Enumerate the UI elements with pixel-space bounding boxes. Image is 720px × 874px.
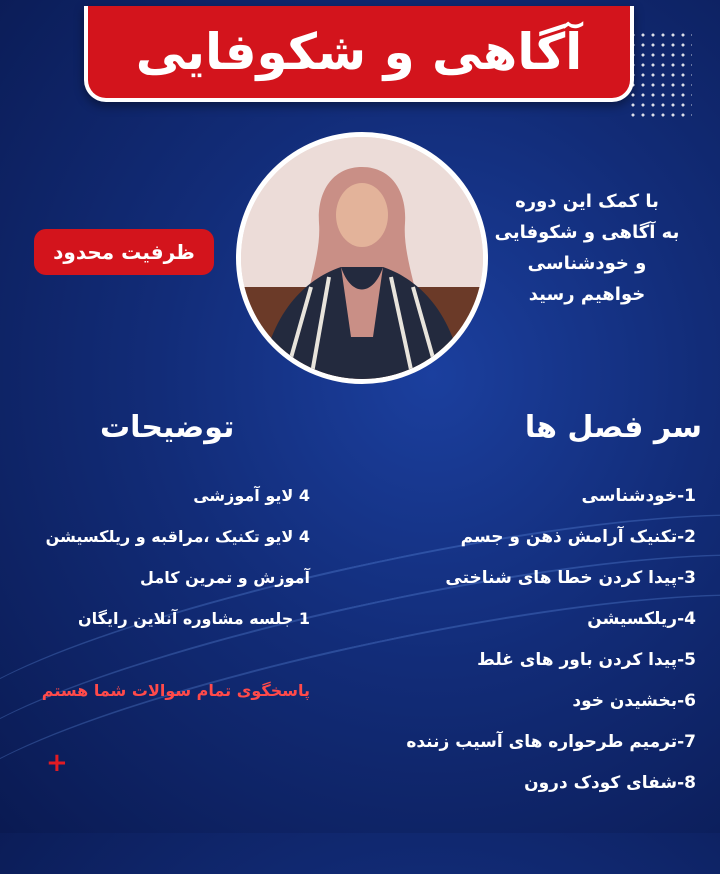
badge-label: ظرفیت محدود bbox=[53, 240, 195, 264]
list-item: 7-ترمیم طرحواره های آسیب زننده bbox=[406, 732, 696, 752]
intro-line: خواهیم رسید bbox=[528, 284, 646, 305]
description-heading: توضیحات bbox=[100, 410, 235, 445]
list-item: 4 لایو تکنیک ،مراقبه و ریلکسیشن bbox=[45, 527, 310, 546]
chapters-heading: سر فصل ها bbox=[524, 410, 702, 445]
list-item: آموزش و تمرین کامل bbox=[140, 568, 310, 587]
page-title: آگاهی و شکوفایی bbox=[135, 23, 583, 81]
list-item: 2-تکنیک آرامش ذهن و جسم bbox=[460, 527, 696, 547]
list-item: 3-پیدا کردن خطا های شناختی bbox=[445, 568, 696, 588]
dot-grid-decoration bbox=[628, 30, 692, 120]
chapters-list bbox=[386, 484, 696, 812]
list-item: 4 لایو آموزشی bbox=[193, 486, 310, 505]
list-item: 1-خودشناسی bbox=[581, 486, 696, 506]
plus-icon: + bbox=[46, 748, 68, 778]
title-banner bbox=[84, 6, 634, 102]
list-item: 8-شفای کودک درون bbox=[524, 773, 696, 793]
answer-note: پاسخگوی تمام سوالات شما هستم bbox=[41, 681, 310, 700]
intro-line: و خودشناسی bbox=[527, 253, 647, 274]
portrait-illustration bbox=[241, 137, 483, 379]
list-item: 1 جلسه مشاوره آنلاین رایگان bbox=[78, 609, 310, 628]
limited-capacity-badge bbox=[34, 229, 214, 275]
description-list bbox=[10, 484, 310, 648]
intro-line: به آگاهی و شکوفایی bbox=[494, 222, 680, 243]
instructor-portrait bbox=[236, 132, 488, 384]
intro-line: با کمک این دوره bbox=[515, 191, 659, 212]
list-item: 4-ریلکسیشن bbox=[587, 609, 696, 629]
intro-text bbox=[494, 186, 680, 310]
list-item: 6-بخشیدن خود bbox=[572, 691, 696, 711]
list-item: 5-پیدا کردن باور های غلط bbox=[477, 650, 696, 670]
